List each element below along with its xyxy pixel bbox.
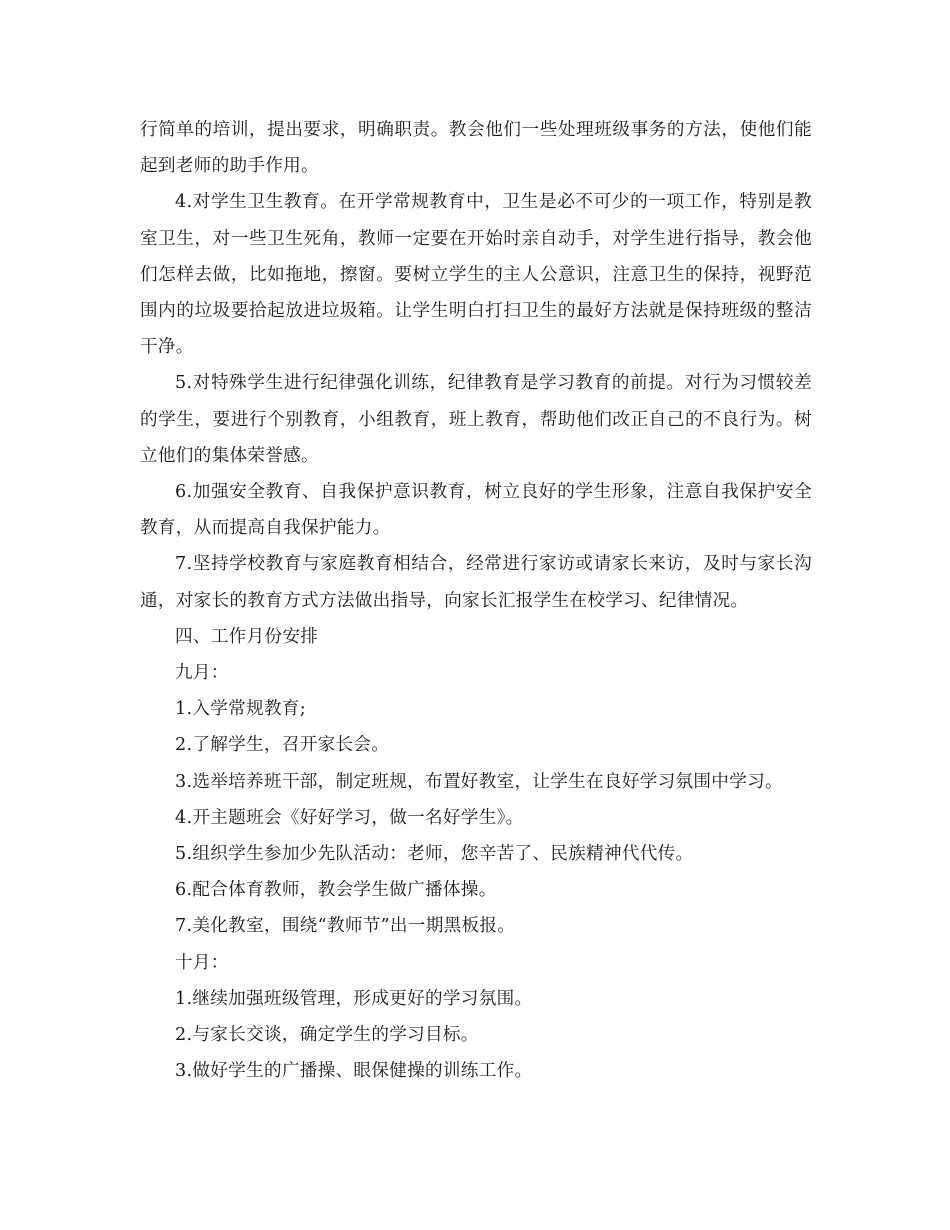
list-item: 5.组织学生参加少先队活动：老师，您辛苦了、民族精神代代传。 xyxy=(175,844,694,865)
list-item: 7.美化教室，围绕“教师节”出一期黑板报。 xyxy=(175,916,516,937)
list-item: 2.与家长交谈，确定学生的学习目标。 xyxy=(175,1025,479,1046)
paragraph-discipline-training: 5.对特殊学生进行纪律强化训练，纪律教育是学习教育的前提。对行为习惯较差的学生，要进行个别教育，小组教育，班上教育，帮助他们改正自己的不良行为。树立他们的集体荣誉感。 xyxy=(140,373,812,466)
paragraph-continuation: 行简单的培训，提出要求，明确职责。教会他们一些处理班级事务的方法，使他们能起到老师的助手作用。 xyxy=(140,120,812,177)
section-heading-monthly-plan: 四、工作月份安排 xyxy=(175,626,319,647)
list-item: 6.配合体育教师，教会学生做广播体操。 xyxy=(175,880,497,901)
paragraph-home-school: 7.坚持学校教育与家庭教育相结合，经常进行家访或请家长来访，及时与家长沟通，对家长的教育方式方法做出指导，向家长汇报学生在校学习、纪律情况。 xyxy=(140,554,812,611)
document-body xyxy=(140,112,812,1089)
paragraph-hygiene-education: 4.对学生卫生教育。在开学常规教育中，卫生是必不可少的一项工作，特别是教室卫生，对一些卫生死角，教师一定要在开始时亲自动手，对学生进行指导，教会他们怎样去做，比如拖地，擦窗。要树立学生的主人公意识，注意卫生的保持，视野范围内的垃圾要拾起放进垃圾箱。让学生明白打扫卫生的最好方法就是保持班级的整洁干净。 xyxy=(140,192,812,358)
list-item: 1.入学常规教育; xyxy=(175,699,306,720)
list-item: 3.选举培养班干部，制定班规，布置好教室，让学生在良好学习氛围中学习。 xyxy=(175,771,783,792)
list-item: 2.了解学生，召开家长会。 xyxy=(175,735,390,756)
paragraph-safety-education: 6.加强安全教育、自我保护意识教育，树立良好的学生形象，注意自我保护安全教育，从而提高自我保护能力。 xyxy=(140,482,812,539)
month-heading-october: 十月： xyxy=(175,952,229,973)
list-item: 3.做好学生的广播操、眼保健操的训练工作。 xyxy=(175,1061,533,1082)
month-heading-september: 九月： xyxy=(175,663,229,684)
list-item: 1.继续加强班级管理，形成更好的学习氛围。 xyxy=(175,988,533,1009)
list-item: 4.开主题班会《好好学习，做一名好学生》。 xyxy=(175,807,524,828)
